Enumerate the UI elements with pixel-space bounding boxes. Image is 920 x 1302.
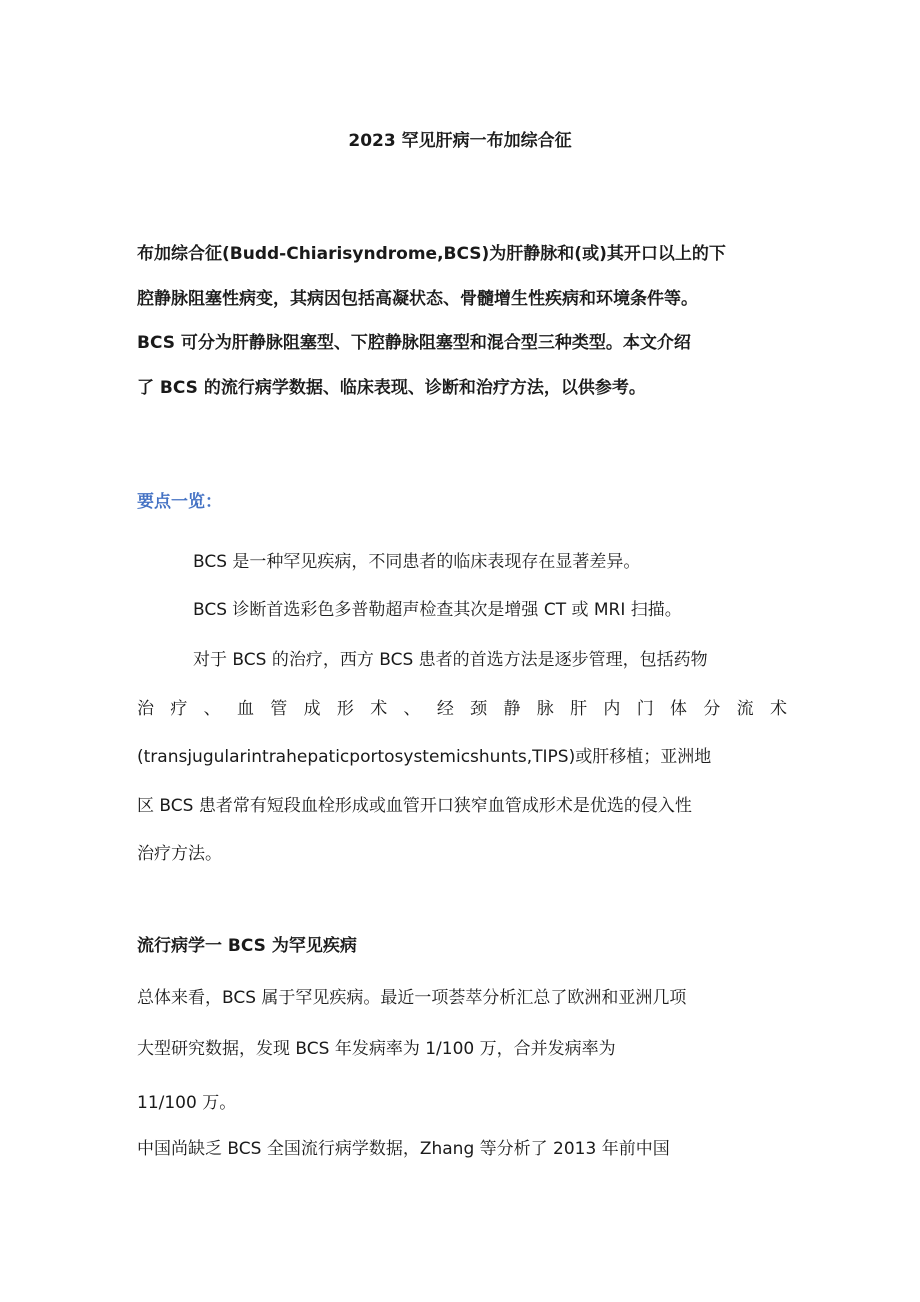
abstract-paragraph: [137, 232, 793, 410]
abstract-line: 腔静脉阻塞性病变，其病因包括高凝状态、骨髓增生性疾病和环境条件等。: [137, 288, 698, 309]
key-point-2-text: BCS 诊断首选彩色多普勒超声检查其次是增强 CT 或 MRI 扫描。: [193, 600, 682, 620]
key-point-2: [137, 586, 787, 635]
epidemiology-line: 11/100 万。: [137, 1093, 237, 1113]
epidemiology-line: 大型研究数据，发现 BCS 年发病率为 1/100 万，合并发病率为: [137, 1039, 616, 1059]
abstract-line: 了 BCS 的流行病学数据、临床表现、诊断和治疗方法，以供参考。: [137, 377, 646, 398]
epidemiology-line: 中国尚缺乏 BCS 全国流行病学数据，Zhang 等分析了 2013 年前中国: [137, 1139, 670, 1159]
justified-char: 、: [203, 698, 221, 719]
key-point-3-line-text: 对于 BCS 的治疗，西方 BCS 患者的首选方法是逐步管理，包括药物: [193, 650, 708, 670]
justified-char: 肝: [570, 698, 588, 719]
key-point-3-justified-line: [137, 685, 787, 734]
key-point-1: [137, 538, 787, 587]
justified-char: 流: [736, 698, 754, 719]
justified-char: 门: [636, 698, 654, 719]
justified-char: 经: [436, 698, 454, 719]
justified-char: 治: [137, 698, 154, 719]
justified-char: 疗: [170, 698, 188, 719]
justified-char: 体: [670, 698, 687, 719]
justified-char: 分: [703, 698, 721, 719]
justified-char: 内: [603, 698, 621, 719]
key-point-3: [137, 636, 787, 879]
justified-char: 成: [303, 698, 321, 719]
justified-char: 血: [236, 698, 254, 719]
justified-char: 形: [336, 698, 354, 719]
justified-char: 静: [503, 698, 521, 719]
key-points-heading: 要点一览：: [137, 492, 222, 512]
key-point-3-line: 区 BCS 患者常有短段血栓形成或血管开口狭窄血管成形术是优选的侵入性: [137, 795, 692, 816]
justified-char: 术: [370, 698, 388, 719]
abstract-line: 布加综合征(Budd-Chiarisyndrome,BCS)为肝静脉和(或)其开口以上的下: [137, 244, 726, 264]
epidemiology-heading: 流行病学一 BCS 为罕见疾病: [137, 936, 357, 956]
key-point-3-line: 治疗方法。: [137, 844, 222, 864]
key-point-1-text: BCS 是一种罕见疾病，不同患者的临床表现存在显著差异。: [193, 552, 641, 572]
epidemiology-line: 总体来看，BCS 属于罕见疾病。最近一项荟萃分析汇总了欧洲和亚洲几项: [137, 988, 687, 1008]
justified-char: 颈: [470, 698, 488, 719]
justified-char: 管: [270, 698, 288, 719]
key-point-3-line: [137, 636, 787, 685]
justified-char: 脉: [536, 698, 554, 719]
justified-char: 术: [769, 698, 787, 719]
key-point-3-line: (transjugularintrahepaticportosystemicshunts,TIPS)或肝移植；亚洲地: [137, 747, 712, 767]
document-title: 2023 罕见肝病一布加综合征: [348, 131, 572, 151]
justified-char: 、: [403, 698, 421, 719]
abstract-line: BCS 可分为肝静脉阻塞型、下腔静脉阻塞型和混合型三种类型。本文介绍: [137, 333, 691, 353]
